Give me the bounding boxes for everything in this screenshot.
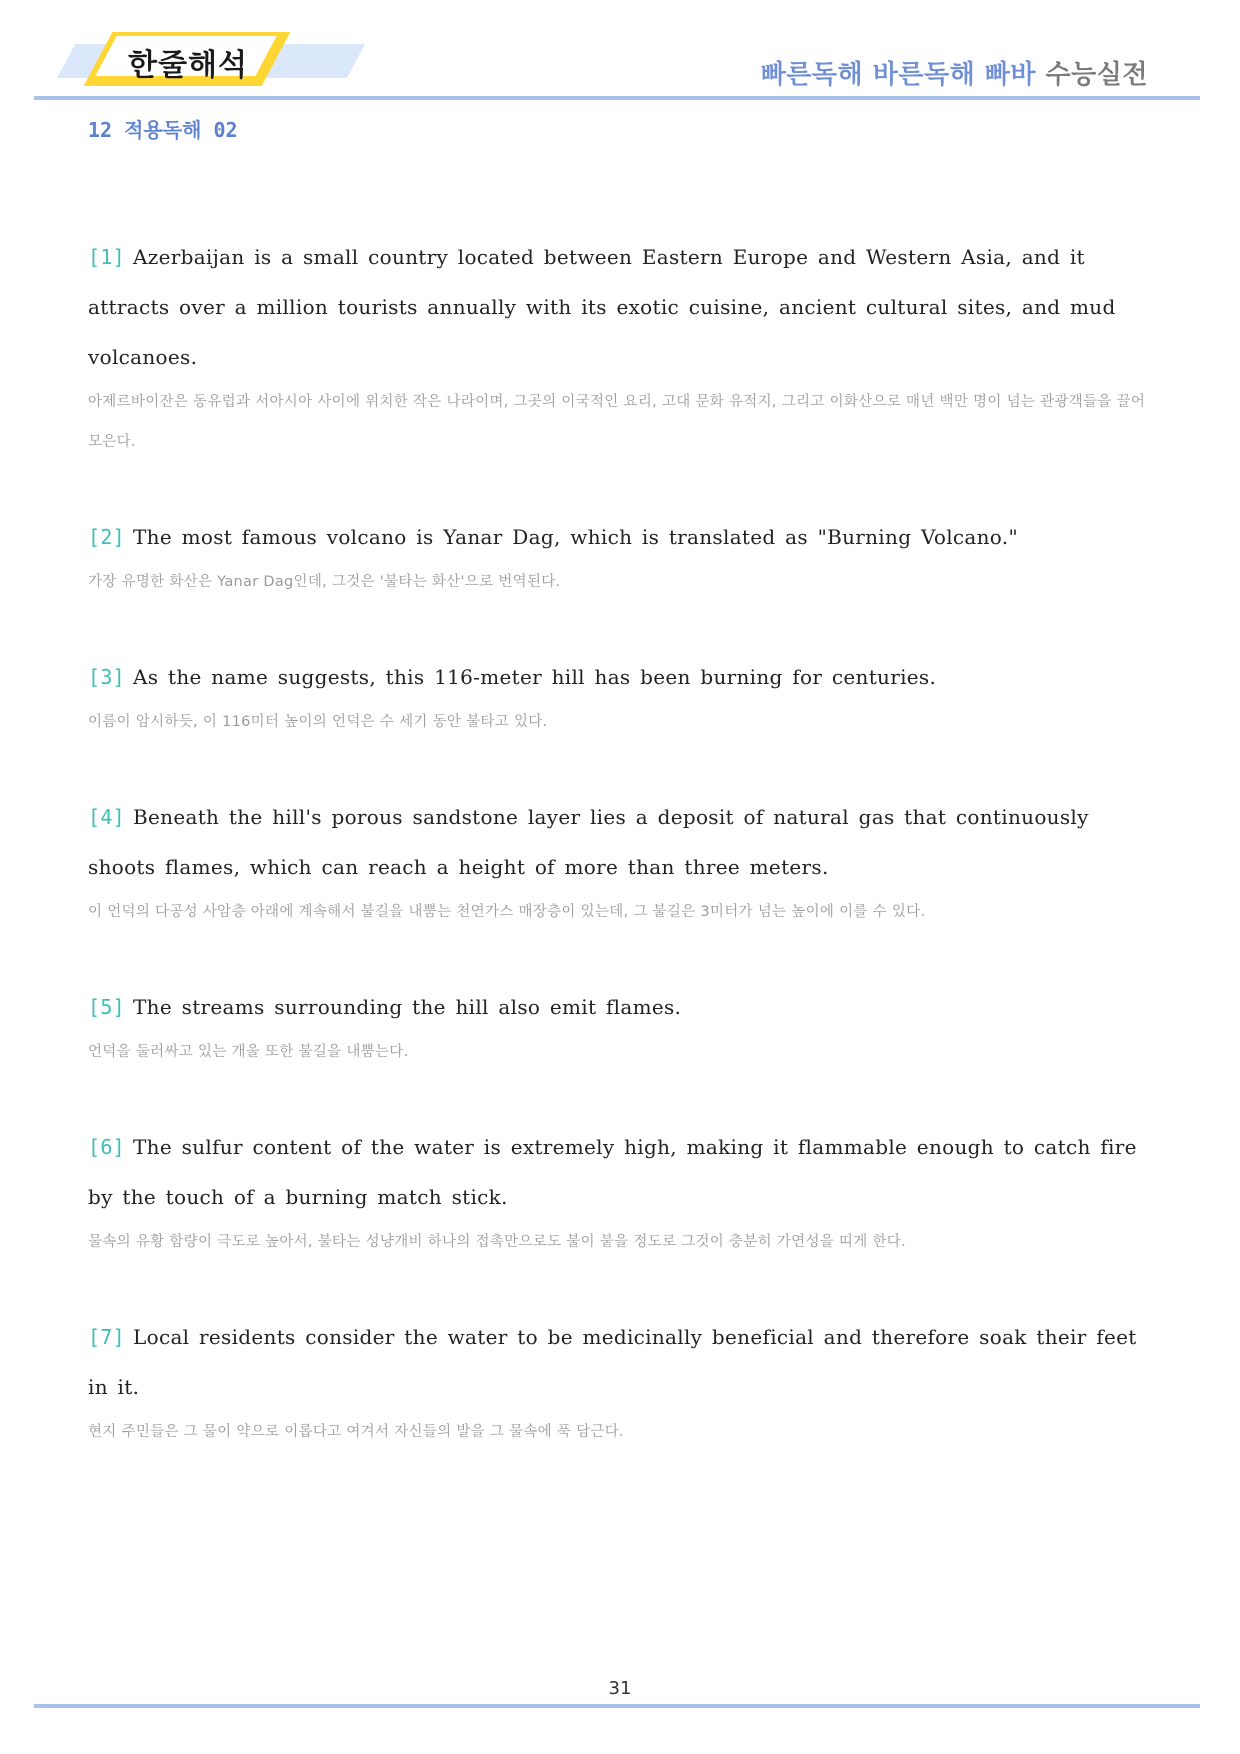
sentence-number: [4]: [88, 805, 126, 829]
english-sentence: [88, 792, 1148, 892]
paragraph: [88, 792, 1148, 932]
korean-translation: 이 언덕의 다공성 사암층 아래에 계속해서 불길을 내뿜는 천연가스 매장층이 있는데, 그 불길은 3미터가 넘는 높이에 이를 수 있다.: [88, 904, 926, 920]
sentence-number: [3]: [88, 665, 126, 689]
book-title-main: 빠른독해 바른독해 빠바: [760, 60, 1036, 90]
paragraph: [88, 1312, 1148, 1452]
paragraph: [88, 512, 1148, 602]
page-number: 31: [608, 1678, 632, 1699]
section-label: 12 적용독해 02: [88, 118, 238, 142]
page-header: [0, 0, 1240, 110]
translation-content: [88, 232, 1148, 1502]
english-sentence: [88, 1312, 1148, 1412]
english-sentence: [88, 652, 1148, 702]
english-sentence: [88, 982, 1148, 1032]
english-sentence: [88, 512, 1148, 562]
english-text: Local residents consider the water to be medicinally beneficial and therefore soak their feet in it.: [88, 1325, 1137, 1399]
english-text: Beneath the hill's porous sandstone layer lies a deposit of natural gas that continuously shoots flames, which can reach a height of more than three meters.: [88, 805, 1089, 879]
footer-rule: [34, 1704, 1200, 1708]
english-text: As the name suggests, this 116-meter hill has been burning for centuries.: [133, 665, 937, 689]
english-text: The most famous volcano is Yanar Dag, which is translated as "Burning Volcano.": [133, 525, 1018, 549]
english-text: Azerbaijan is a small country located between Eastern Europe and Western Asia, and it attracts over a million tourists annually with its exotic cuisine, ancient cultural sites, and mud volcanoes.: [88, 245, 1116, 369]
paragraph: [88, 232, 1148, 462]
korean-translation: 가장 유명한 화산은 Yanar Dag인데, 그것은 '불타는 화산'으로 번역된다.: [88, 574, 561, 590]
sentence-number: [2]: [88, 525, 126, 549]
korean-translation: 물속의 유황 함량이 극도로 높아서, 불타는 성냥개비 하나의 접촉만으로도 불이 붙을 정도로 그것이 충분히 가연성을 띠게 한다.: [88, 1234, 907, 1250]
sentence-number: [7]: [88, 1325, 126, 1349]
english-text: The streams surrounding the hill also emit flames.: [133, 995, 682, 1019]
book-title-suffix: 수능실전: [1045, 60, 1148, 90]
paragraph: [88, 1122, 1148, 1262]
header-rule: [34, 96, 1200, 100]
paragraph: [88, 652, 1148, 742]
book-title: [761, 54, 1148, 91]
korean-translation: 아제르바이잔은 동유럽과 서아시아 사이에 위치한 작은 나라이며, 그곳의 이국적인 요리, 고대 문화 유적지, 그리고 이화산으로 매년 백만 명이 넘는 관광객들을 끌어 모은다.: [88, 394, 1146, 450]
sentence-number: [1]: [88, 245, 126, 269]
section-badge: 한줄해석: [128, 48, 248, 83]
paragraph: [88, 982, 1148, 1072]
korean-translation: 언덕을 둘러싸고 있는 개울 또한 불길을 내뿜는다.: [88, 1044, 409, 1060]
english-text: The sulfur content of the water is extremely high, making it flammable enough to catch fire by the touch of a burning match stick.: [88, 1135, 1137, 1209]
korean-translation: 이름이 암시하듯, 이 116미터 높이의 언덕은 수 세기 동안 불타고 있다.: [88, 714, 548, 730]
english-sentence: [88, 1122, 1148, 1222]
korean-translation: 현지 주민들은 그 물이 약으로 이롭다고 여겨서 자신들의 발을 그 물속에 푹 담근다.: [88, 1424, 624, 1440]
english-sentence: [88, 232, 1148, 382]
sentence-number: [5]: [88, 995, 126, 1019]
sentence-number: [6]: [88, 1135, 126, 1159]
